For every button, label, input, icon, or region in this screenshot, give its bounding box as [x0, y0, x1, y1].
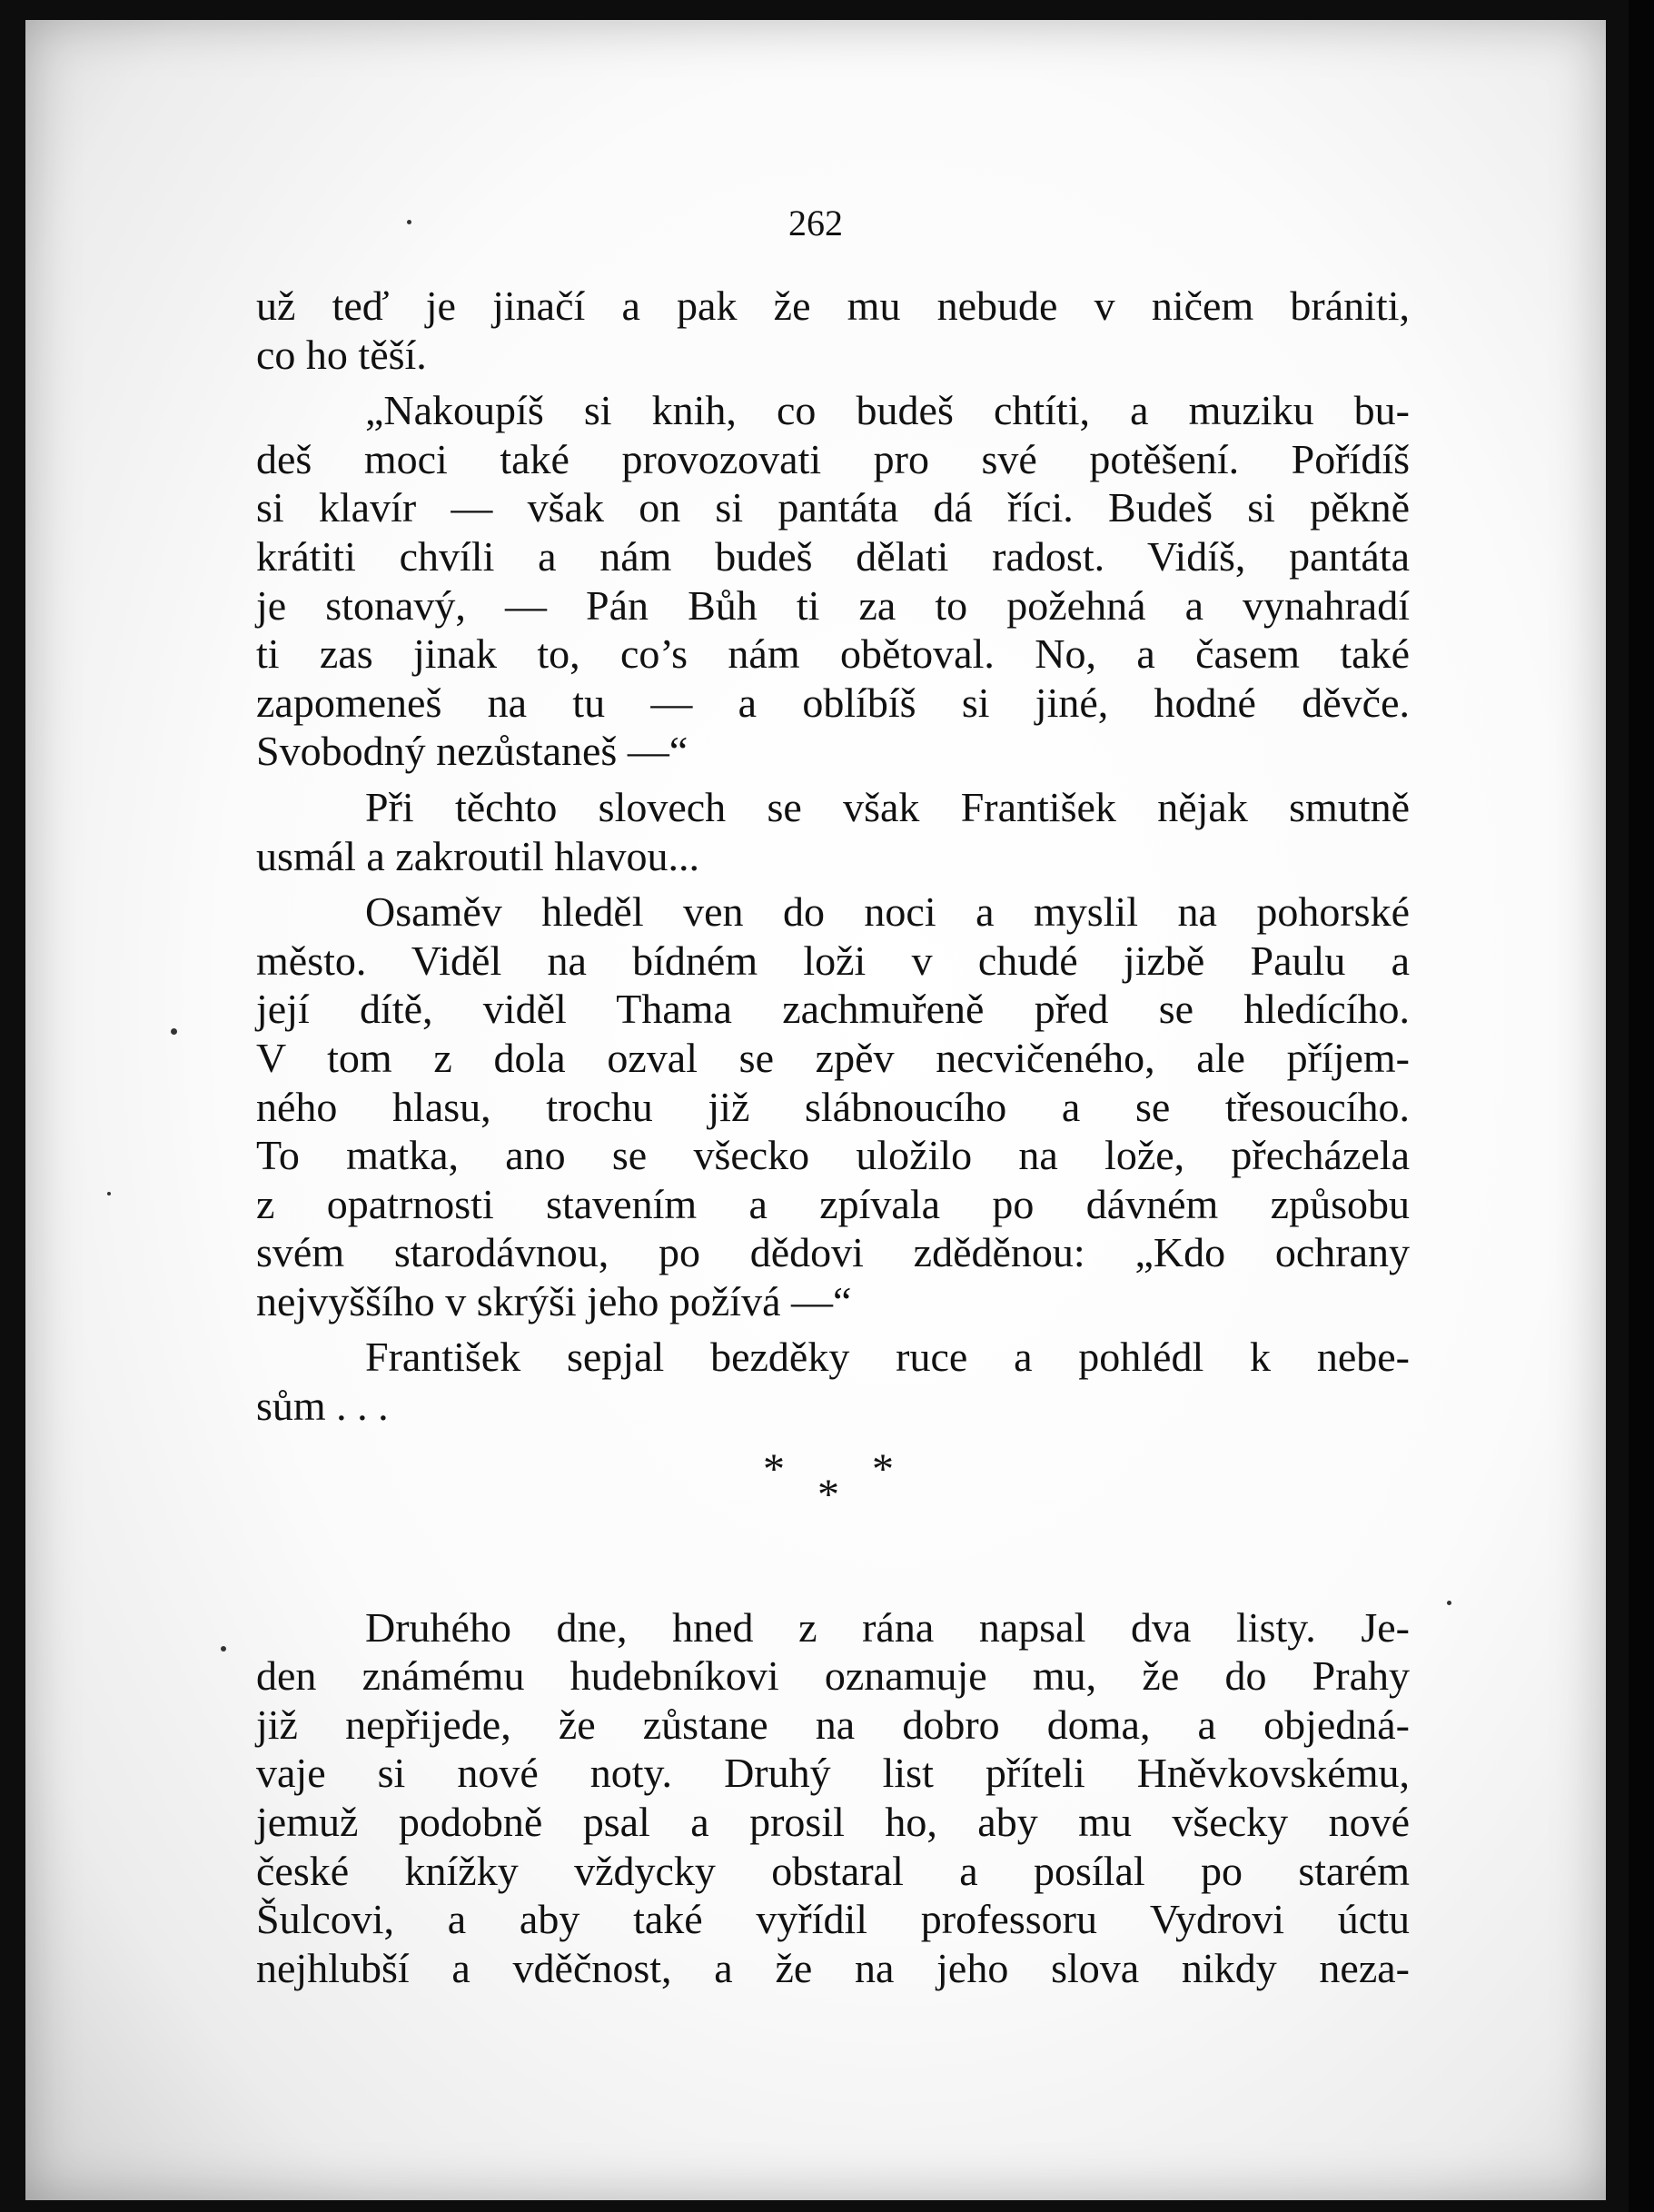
- paragraph: [256, 1333, 1410, 1430]
- section-break: [745, 1444, 908, 1526]
- paragraph: [256, 888, 1410, 1325]
- text-line: z opatrnosti stavením a zpívala po dávném způsobu: [256, 1180, 1410, 1227]
- text-line: „Nakoupíš si knih, co budeš chtíti, a muziku bu-: [365, 387, 1410, 434]
- text-line: V tom z dola ozval se zpěv necvičeného, ale příjem-: [256, 1034, 1410, 1081]
- text-line: den známému hudebníkovi oznamuje mu, že do Prahy: [256, 1652, 1410, 1700]
- text-line: nejvyššího v skrýši jeho požívá —“: [256, 1277, 852, 1324]
- asterisk: *: [763, 1445, 785, 1493]
- page-number: 262: [788, 203, 843, 243]
- text-line: Svobodný nezůstaneš —“: [256, 728, 688, 775]
- text-line: Osaměv hleděl ven do noci a myslil na pohorské: [365, 888, 1410, 936]
- text-line: ného hlasu, trochu již slábnoucího a se třesoucího.: [256, 1083, 1410, 1130]
- scan-edge: [1629, 0, 1654, 2212]
- text-line: je stonavý, — Pán Bůh ti za to požehná a vynahradí: [256, 581, 1410, 629]
- body-text: [256, 282, 1410, 1992]
- text-line: co ho těší.: [256, 331, 427, 378]
- text-line: To matka, ano se všecko uložilo na lože, přecházela: [256, 1132, 1410, 1179]
- text-line: již nepřijede, že zůstane na dobro doma, a objedná-: [256, 1701, 1410, 1748]
- asterisk: *: [817, 1471, 839, 1519]
- dust-speck: [1447, 1601, 1451, 1605]
- text-line: deš moci také provozovati pro své potěšení. Pořídíš: [256, 435, 1410, 482]
- paragraph: [256, 282, 1410, 379]
- text-line: její dítě, viděl Thama zachmuřeně před se hledícího.: [256, 986, 1410, 1033]
- dust-speck: [171, 1028, 177, 1035]
- text-line: už teď je jinačí a pak že mu nebude v ničem brániti,: [256, 283, 1410, 329]
- dust-speck: [407, 220, 411, 224]
- text-line: vaje si nové noty. Druhý list příteli Hněvkovskému,: [256, 1750, 1410, 1797]
- text-line: Šulcovi, a aby také vyřídil professoru Vydrovi úctu: [256, 1896, 1410, 1943]
- text-line: krátiti chvíli a nám budeš dělati radost. Vidíš, pantáta: [256, 532, 1410, 580]
- text-line: František sepjal bezděky ruce a pohlédl k nebe-: [365, 1334, 1410, 1381]
- text-line: svém starodávnou, po dědovi zděděnou: „Kdo ochrany: [256, 1229, 1410, 1276]
- text-line: Druhého dne, hned z rána napsal dva listy. Je-: [365, 1603, 1410, 1651]
- paragraph: [256, 783, 1410, 880]
- text-line: sům . . .: [256, 1383, 389, 1430]
- text-line: jemuž podobně psal a prosil ho, aby mu všecky nové: [256, 1799, 1410, 1846]
- text-line: usmál a zakroutil hlavou...: [256, 832, 699, 879]
- text-line: město. Viděl na bídném loži v chudé jizbě Paulu a: [256, 937, 1410, 984]
- text-line: české knížky vždycky obstaral a posílal po starém: [256, 1847, 1410, 1894]
- asterisk: *: [872, 1445, 894, 1493]
- paragraph: [256, 386, 1410, 776]
- text-line: ti zas jinak to, co’s nám obětoval. No, a časem také: [256, 630, 1410, 678]
- paragraph: [256, 1603, 1410, 1993]
- text-line: Při těchto slovech se však František nějak smutně: [365, 783, 1410, 830]
- text-line: nejhlubší a vděčnost, a že na jeho slova nikdy neza-: [256, 1944, 1410, 1991]
- dust-speck: [221, 1646, 226, 1652]
- text-line: zapomeneš na tu — a oblíbíš si jiné, hodné děvče.: [256, 679, 1410, 726]
- dust-speck: [107, 1192, 111, 1195]
- text-line: si klavír — však on si pantáta dá říci. Budeš si pěkně: [256, 484, 1410, 531]
